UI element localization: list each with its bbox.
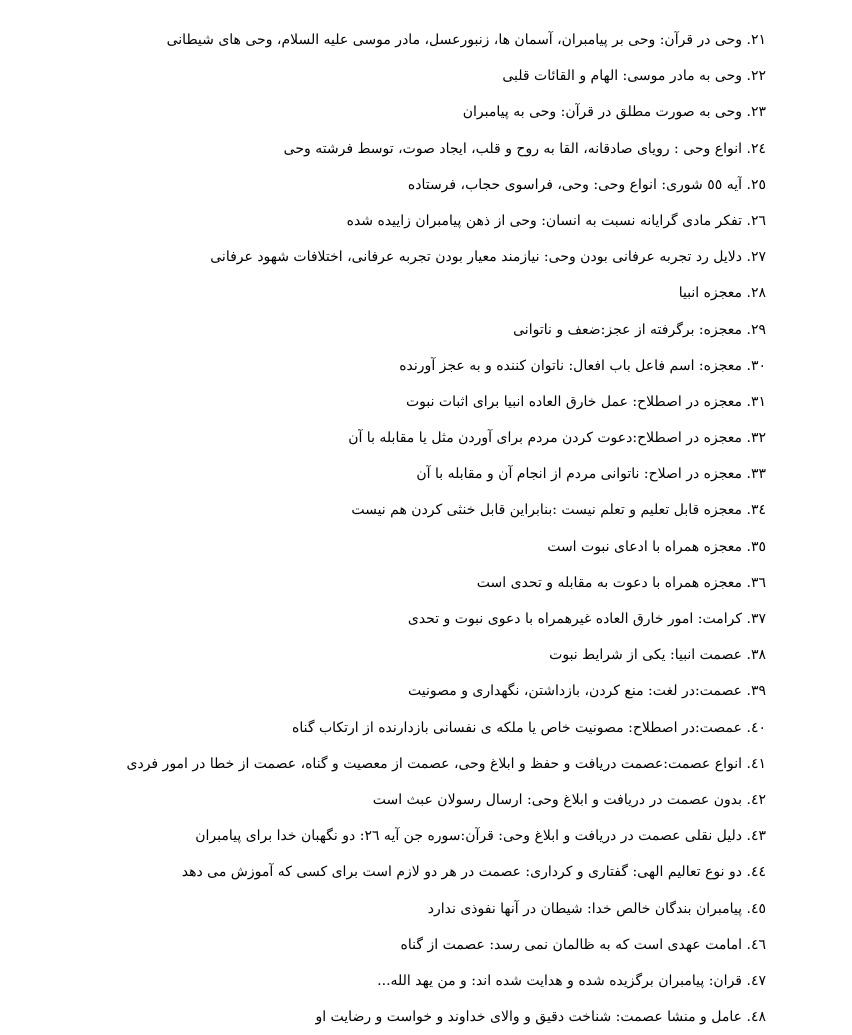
list-item <box>20 746 766 782</box>
item-number: ٢٧. <box>746 249 766 266</box>
item-text: معجزه همراه با ادعای نبوت است <box>547 538 742 555</box>
item-number: ٤٥. <box>746 900 766 917</box>
item-number: ٢٣. <box>746 104 766 121</box>
item-text: قران: پیامبران برگزیده شده و هدایت شده اند: و من یهد الله... <box>377 972 742 989</box>
item-number: ٤٧. <box>746 972 766 989</box>
item-text: امامت عهدی است که به ظالمان نمی رسد: عصمت از گناه <box>400 936 742 953</box>
item-text: وحی در قرآن: وحی بر پیامبران، آسمان ها، زنبورعسل، مادر موسی علیه السلام، وحی های شیطانی <box>166 32 742 48</box>
item-number: ٤٦. <box>746 936 766 953</box>
list-item <box>20 58 766 94</box>
list-item <box>20 456 766 492</box>
item-text: کرامت: امور خارق العاده غیرهمراه با دعوی نبوت و تحدی <box>407 611 742 627</box>
list-item <box>20 673 766 709</box>
list-item <box>20 565 766 601</box>
list-item <box>20 312 766 348</box>
item-text: معجزه: اسم فاعل باب افعال: ناتوان کننده و به عجز آورنده <box>399 357 742 374</box>
item-number: ٢٥. <box>746 176 766 193</box>
item-number: ٤٣. <box>746 828 766 845</box>
item-number: ٤٨. <box>746 1009 766 1026</box>
item-text: پیامبران بندگان خالص خدا: شیطان در آنها نفوذی ندارد <box>427 900 742 917</box>
list-item <box>20 891 766 927</box>
list-item <box>20 529 766 565</box>
item-number: ٢١. <box>746 32 766 48</box>
item-number: ٤٤. <box>746 864 766 881</box>
item-text: وحی به صورت مطلق در قرآن: وحی به پیامبران <box>462 104 742 121</box>
item-number: ٤٠. <box>746 719 766 736</box>
item-number: ٣٤. <box>746 502 766 519</box>
list-item <box>20 167 766 203</box>
item-text: آیه ٥٥ شوری: انواع وحی: وحی، فراسوی حجاب، فرستاده <box>407 176 742 193</box>
item-text: انواع وحی : رویای صادقانه، القا به روح و قلب، ایجاد صوت، توسط فرشته وحی <box>283 140 742 157</box>
list-item <box>20 999 766 1035</box>
item-text: عمصت:در اصطلاح: مصونیت خاص یا ملکه ی نفسانی بازدارنده از ارتکاب گناه <box>292 719 742 736</box>
item-number: ٣٣. <box>746 466 766 483</box>
item-text: بدون عصمت در دریافت و ابلاغ وحی: ارسال رسولان عبث است <box>372 791 742 808</box>
list-item <box>20 420 766 456</box>
list-item <box>20 782 766 818</box>
list-item <box>20 239 766 275</box>
numbered-list <box>20 22 766 1035</box>
list-item <box>20 492 766 528</box>
item-text: وحی به مادر موسی: الهام و القائات قلبی <box>502 68 742 85</box>
item-number: ٣٨. <box>746 647 766 664</box>
item-number: ٣٢. <box>746 430 766 447</box>
list-item <box>20 710 766 746</box>
list-item <box>20 963 766 999</box>
list-item <box>20 637 766 673</box>
item-number: ٤١. <box>746 755 766 772</box>
item-number: ٣٥. <box>746 538 766 555</box>
item-number: ٣٩. <box>746 683 766 700</box>
item-text: معجزه: برگرفته از عجز:ضعف و ناتوانی <box>513 321 742 338</box>
list-item <box>20 601 766 637</box>
item-number: ٤٢. <box>746 791 766 808</box>
item-number: ٣٦. <box>746 574 766 591</box>
list-item <box>20 927 766 963</box>
list-item <box>20 94 766 130</box>
item-text: معجزه انبیا <box>678 285 742 302</box>
item-text: معجزه در اصطلاح:دعوت کردن مردم برای آوردن مثل یا مقابله با آن <box>348 430 742 447</box>
item-text: عامل و منشا عصمت: شناخت دقیق و والای خداوند و خواست و رضایت او <box>315 1009 742 1026</box>
item-text: انواع عصمت:عصمت دریافت و حفظ و ابلاغ وحی، عصمت از معصیت و گناه، عصمت از خطا در امور فردی <box>126 755 742 772</box>
item-text: معجزه در اصطلاح: عمل خارق العاده انبیا برای اثبات نبوت <box>405 393 742 410</box>
item-number: ٢٤. <box>746 140 766 157</box>
item-number: ٣٠. <box>746 357 766 374</box>
list-item <box>20 203 766 239</box>
list-item <box>20 818 766 854</box>
item-number: ٢٢. <box>746 68 766 85</box>
item-text: دلیل نقلی عصمت در دریافت و ابلاغ وحی: قرآن:سوره جن آیه ٢٦: دو نگهبان خدا برای پیامبران <box>195 828 742 845</box>
item-number: ٣١. <box>746 393 766 410</box>
list-item <box>20 384 766 420</box>
item-number: ٢٩. <box>746 321 766 338</box>
item-text: معجزه در اصلاح: ناتوانی مردم از انجام آن و مقابله با آن <box>416 466 742 483</box>
item-number: ٢٨. <box>746 285 766 302</box>
item-text: معجزه همراه با دعوت به مقابله و تحدی است <box>476 574 742 591</box>
item-text: عصمت انبیا: یکی از شرایط نبوت <box>549 647 742 664</box>
list-item <box>20 275 766 311</box>
list-item <box>20 22 766 58</box>
list-item <box>20 854 766 890</box>
item-number: ٣٧. <box>746 611 766 627</box>
list-item <box>20 131 766 167</box>
item-text: معجزه قابل تعلیم و تعلم نیست :بنابراین قابل خنثی کردن هم نیست <box>351 502 742 519</box>
item-text: دو نوع تعالیم الهی: گفتاری و کرداری: عصمت در هر دو لازم است برای کسی که آموزش می دهد <box>181 864 742 881</box>
item-text: دلایل رد تجربه عرفانی بودن وحی: نیازمند معیار بودن تجربه عرفانی، اختلافات شهود عرفانی <box>210 249 742 266</box>
item-text: عصمت:در لغت: منع کردن، بازداشتن، نگهداری و مصونیت <box>408 683 742 700</box>
item-number: ٢٦. <box>746 212 766 229</box>
list-item <box>20 348 766 384</box>
item-text: تفکر مادی گرایانه نسبت به انسان: وحی از ذهن پیامبران زاییده شده <box>346 212 742 229</box>
